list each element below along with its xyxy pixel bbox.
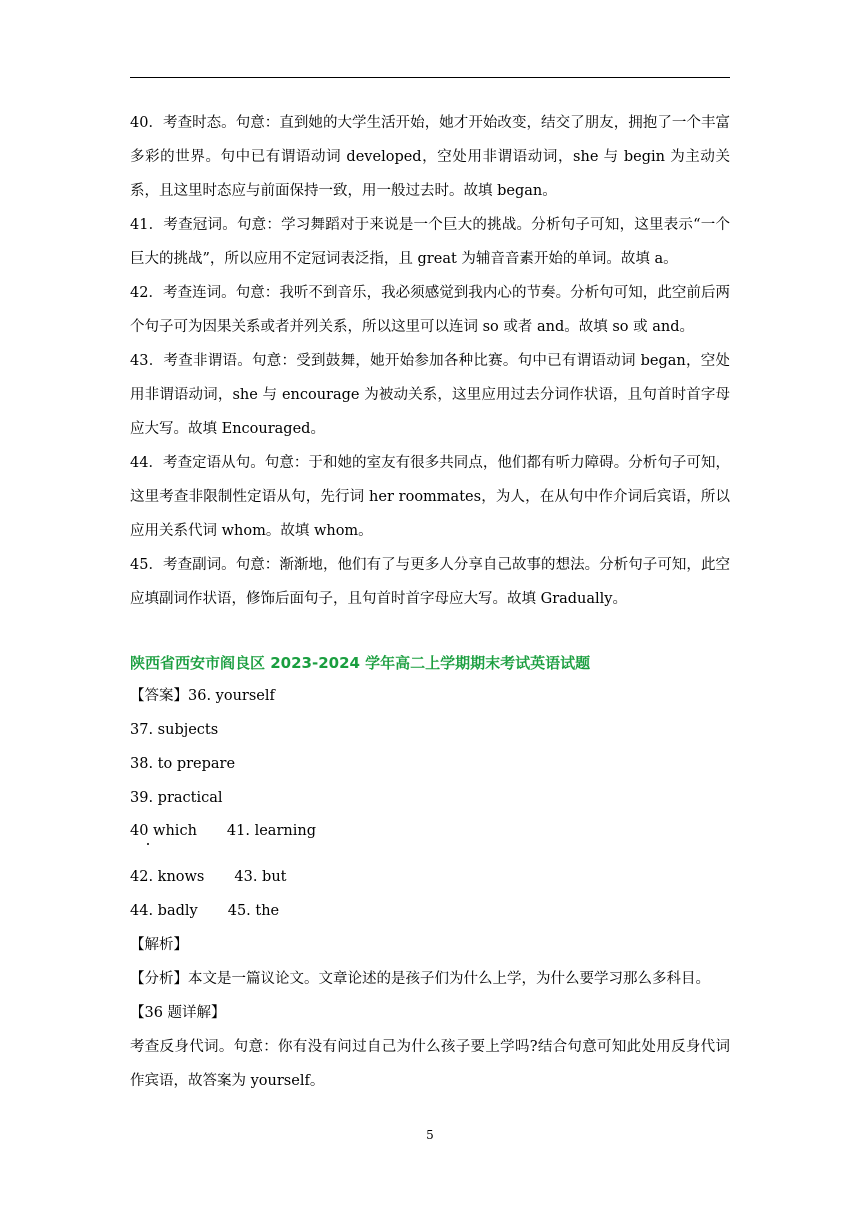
answer-36: 36. yourself — [188, 688, 275, 704]
answer-43: 43. but — [234, 869, 287, 885]
answer-line-36 — [130, 686, 275, 706]
answer-40: 40 which — [130, 823, 197, 839]
answer-line-40-41 — [130, 821, 316, 841]
answer-line-42-43 — [130, 867, 287, 887]
detail-label-36: 【36 题详解】 — [130, 1005, 226, 1021]
explanation-44: 44．考查定语从句。句意：于和她的室友有很多共同点，他们都有听力障碍。分析句子可知，这里考查非限制性定语从句，先行词 her roommates，为人，在从句中作介词后宾语，所以应用关系代词 whom。故填 whom。 — [130, 455, 730, 539]
header-rule — [130, 77, 730, 78]
answer-45: 45. the — [227, 903, 280, 919]
analysis-summary: 【分析】本文是一篇议论文。文章论述的是孩子们为什么上学，为什么要学习那么多科目。 — [130, 971, 710, 987]
explanation-42: 42．考查连词。句意：我听不到音乐，我必须感觉到我内心的节奏。分析句可知，此空前后两个句子可为因果关系或者并列关系，所以这里可以连词 so 或者 and。故填 so 或 and。 — [130, 285, 730, 335]
explanation-45: 45．考查副词。句意：渐渐地，他们有了与更多人分享自己故事的想法。分析句子可知，此空应填副词作状语，修饰后面句子，且句首时首字母应大写。故填 Gradually。 — [130, 557, 730, 607]
detail-text-36: 考查反身代词。句意：你有没有问过自己为什么孩子要上学吗?结合句意可知此处用反身代词作宾语，故答案为 yourself。 — [130, 1039, 730, 1089]
answer-39: 39. practical — [130, 790, 223, 806]
explanation-41: 41．考查冠词。句意：学习舞蹈对于来说是一个巨大的挑战。分析句子可知，这里表示“一个巨大的挑战”，所以应用不定冠词表泛指，且 great 为辅音音素开始的单词。故填 a。 — [130, 217, 730, 267]
section-title: 陕西省西安市阎良区 2023-2024 学年高二上学期期末考试英语试题 — [130, 654, 591, 672]
answer-37: 37. subjects — [130, 722, 219, 738]
analysis-label: 【解析】 — [130, 937, 188, 953]
detail-text-block — [130, 1030, 730, 1098]
answer-label: 【答案】 — [130, 688, 188, 704]
answer-44: 44. badly — [130, 903, 198, 919]
explanation-40: 40．考查时态。句意：直到她的大学生活开始，她才开始改变，结交了朋友，拥抱了一个丰富多彩的世界。句中已有谓语动词 developed，空处用非谓语动词，she 与 begin 为主动关系，且这里时态应与前面保持一致，用一般过去时。故填 began。 — [130, 115, 730, 199]
answer-line-44-45 — [130, 901, 279, 921]
answer-41: 41. learning — [226, 823, 316, 839]
answer-38: 38. to prepare — [130, 756, 236, 772]
stray-dot — [147, 843, 149, 845]
explanation-43: 43．考查非谓语。句意：受到鼓舞，她开始参加各种比赛。句中已有谓语动词 began，空处用非谓语动词，she 与 encourage 为被动关系，这里应用过去分词作状语，且句首时首字母应大写。故填 Encouraged。 — [130, 353, 730, 437]
answer-42: 42. knows — [130, 869, 205, 885]
page-number: 5 — [426, 1128, 434, 1142]
explanations-block — [130, 106, 730, 616]
